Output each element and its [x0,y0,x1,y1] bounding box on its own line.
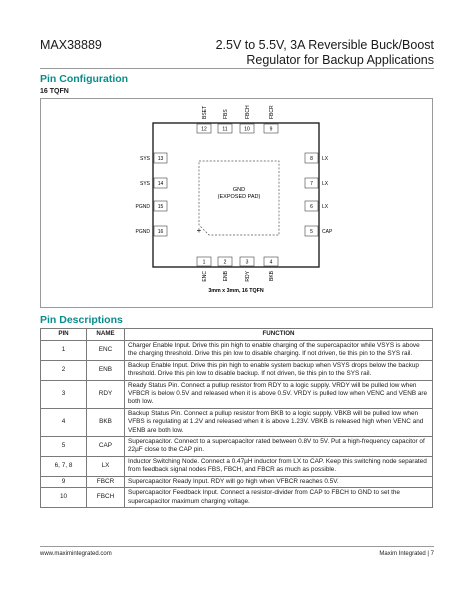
pin-name: FBCH [244,105,251,119]
pin-name: PGND [135,203,150,210]
pin-number: 8 [310,155,313,162]
pin-name: LX [322,180,329,187]
pin-cell: 1 [41,341,87,361]
function-cell: Charger Enable Input. Drive this pin high to enable charging of the supercapacitor while VSYS is above the charging threshold. Drive this pin low to disable charging. If not driven, tie this pin to the SYS rail. [125,341,433,361]
header-title: 2.5V to 5.5V, 3A Reversible Buck/Boost Regulator for Backup Applications [215,38,434,67]
name-cell: BKB [87,408,125,436]
pin-number: 2 [223,259,227,266]
footer-page: Maxim Integrated | 7 [379,551,434,557]
pin-name: FBCR [268,105,275,119]
table-row [41,341,433,361]
pin-number: 14 [157,180,164,187]
pin-number: 3 [245,259,249,266]
function-cell: Inductor Switching Node. Connect a 0.47µH inductor from LX to CAP. Keep this switching node separated from feedback signal nodes FBS, FBCH, and FBCR as much as possible. [125,456,433,476]
pin-number: 12 [201,126,207,133]
pin-name: FBS [222,109,229,119]
pin-number: 15 [157,203,164,210]
pin-name: LX [322,155,329,162]
pin-number: 9 [269,126,273,133]
table-row [41,437,433,457]
pin-name: SYS [139,180,150,187]
table-row [41,380,433,408]
header-rule [40,68,434,69]
tqfn-diagram [41,99,434,309]
pin-name: PGND [135,228,150,235]
pin-name: CAP [322,228,333,235]
pin-number: 7 [310,180,313,187]
function-cell: Supercapacitor. Connect to a supercapacitor rated between 0.8V to 5V. Put a high-frequency capacitor of 22µF close to the CAP pin. [125,437,433,457]
pin-desc-heading: Pin Descriptions [40,314,123,326]
function-cell: Supercapacitor Feedback Input. Connect a resistor-divider from CAP to FBCH to GND to set the supercapacitor maximum charging voltage. [125,488,433,508]
pin-name: BKB [268,271,275,282]
pin-cell: 10 [41,488,87,508]
table-row [41,488,433,508]
pin-number: 1 [202,259,206,266]
pin-number: 11 [222,126,228,133]
table-header-row [41,329,433,341]
pin-number: 10 [244,126,250,133]
pin1-marker: + [196,226,202,235]
pin-cell: 4 [41,408,87,436]
pad-label-1: GND [232,187,246,193]
footer-url: www.maximintegrated.com [40,551,112,557]
name-cell: FBCH [87,488,125,508]
pin-config-heading: Pin Configuration [40,73,129,85]
table-row [41,456,433,476]
name-cell: RDY [87,380,125,408]
pin-name: ENB [222,271,229,282]
pin-cell: 2 [41,360,87,380]
table-row [41,476,433,487]
table-row [41,360,433,380]
table-row [41,408,433,436]
function-cell: Backup Enable Input. Drive this pin high to enable system backup when VSYS drops below the backup threshold. Drive this pin low to disable backup. If not driven, tie this pin to the SYS rail. [125,360,433,380]
pin-number: 4 [269,259,273,266]
package-label: 16 TQFN [40,88,69,95]
pin-desc-table [40,328,433,508]
name-cell: ENB [87,360,125,380]
pin-name: ENC [201,271,208,282]
pin-name: BSET [201,105,208,119]
pin-name: SYS [139,155,150,162]
pin-name: RDY [244,271,251,282]
pin-number: 13 [157,155,164,162]
pin-cell: 3 [41,380,87,408]
pin-name: LX [322,203,329,210]
pin-number: 16 [157,228,164,235]
package-caption: 3mm x 3mm, 16 TQFN [208,288,264,294]
col-header-function: FUNCTION [125,329,433,341]
pin-number: 6 [310,203,313,210]
col-header-name: NAME [87,329,125,341]
name-cell: ENC [87,341,125,361]
pin-number: 5 [310,228,313,235]
pin-cell: 5 [41,437,87,457]
pin-cell: 9 [41,476,87,487]
col-header-pin: PIN [41,329,87,341]
name-cell: FBCR [87,476,125,487]
header-part-number: MAX38889 [40,38,102,52]
function-cell: Supercapacitor Ready Input. RDY will go high when VFBCR reaches 0.5V. [125,476,433,487]
footer-rule [40,546,434,547]
function-cell: Backup Status Pin. Connect a pullup resistor from BKB to a logic supply. VBKB will be pulled low when VFBS is regulating at 1.2V and released when it is above 1.23V. VBKB is released high when VENC and VENB are both low. [125,408,433,436]
pin-config-diagram [40,98,433,308]
function-cell: Ready Status Pin. Connect a pullup resistor from RDY to a logic supply. VRDY will be pulled low when VFBCR is below 0.5V and released when it is above 0.5V. VRDY is pulled low when VENC and VENB are both low. [125,380,433,408]
pad-label-2: (EXPOSED PAD) [217,194,261,200]
name-cell: LX [87,456,125,476]
pin-cell: 6, 7, 8 [41,456,87,476]
name-cell: CAP [87,437,125,457]
